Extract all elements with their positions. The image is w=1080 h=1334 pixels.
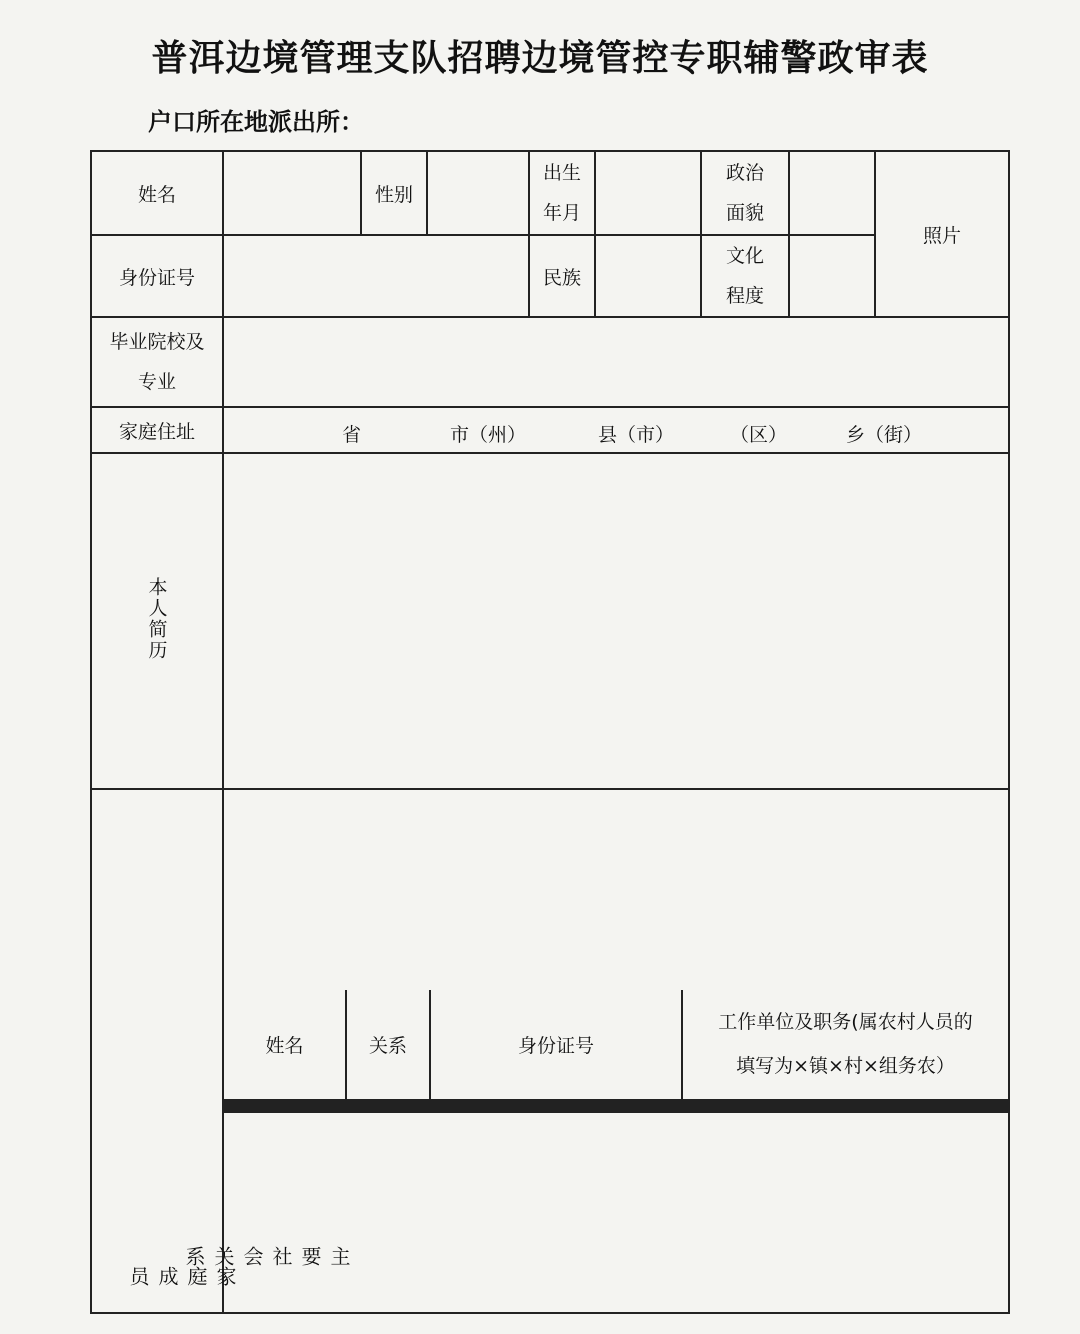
household-police-station <box>148 102 664 137</box>
family-header-relation: 关系 <box>346 990 430 1100</box>
political-value[interactable] <box>789 151 875 235</box>
school-value[interactable] <box>223 317 1009 407</box>
gender-label: 性别 <box>361 151 427 235</box>
address-label: 家庭住址 <box>91 407 223 453</box>
photo-box[interactable]: 照片 <box>875 151 1009 317</box>
ethnicity-label: 民族 <box>529 235 595 317</box>
resume-label-text: 本人简历 <box>145 576 168 661</box>
name-label: 姓名 <box>91 151 223 235</box>
family-header-id: 身份证号 <box>430 990 682 1100</box>
family-header-work <box>682 990 1008 1100</box>
birth-label-line1: 出生 <box>542 162 581 184</box>
school-label-line1: 毕业院校及 <box>109 331 205 353</box>
vetting-form-table <box>90 150 1010 1314</box>
family-table <box>224 990 1008 1113</box>
education-value[interactable] <box>789 235 875 317</box>
address-city: 市（州） <box>450 424 527 446</box>
name-value[interactable] <box>223 151 361 235</box>
address-township: 乡（街） <box>846 424 923 446</box>
education-label-line2: 程度 <box>725 285 764 307</box>
birth-value[interactable] <box>595 151 701 235</box>
family-header-name: 姓名 <box>224 990 346 1100</box>
resume-label <box>91 453 223 789</box>
political-label-line1: 政治 <box>725 162 764 184</box>
family-header-work-line2: 填写为×镇×村×组务农） <box>736 1055 955 1077</box>
political-label-line2: 面貌 <box>725 202 764 224</box>
birth-label <box>529 151 595 235</box>
political-label <box>701 151 789 235</box>
id-label: 身份证号 <box>91 235 223 317</box>
family-cell-work[interactable] <box>682 1112 1008 1113</box>
family-cell-id[interactable] <box>430 1112 682 1113</box>
family-header-work-line1: 工作单位及职务(属农村人员的 <box>718 1011 973 1033</box>
family-cell-relation[interactable] <box>346 1112 430 1113</box>
gender-value[interactable] <box>427 151 529 235</box>
family-cell-name[interactable] <box>224 1112 346 1113</box>
ethnicity-value[interactable] <box>595 235 701 317</box>
address-district: （区） <box>730 424 788 446</box>
school-label-line2: 专业 <box>137 371 176 393</box>
address-county: 县（市） <box>598 424 675 446</box>
education-label-line1: 文化 <box>725 245 764 267</box>
family-table-cell <box>223 789 1009 1313</box>
form-title: 普洱边境管理支队招聘边境管控专职辅警政审表 <box>151 37 929 79</box>
birth-label-line2: 年月 <box>542 202 581 224</box>
household-label: 户口所在地派出所： <box>148 108 364 136</box>
social-label: 主要社会关系 <box>182 1246 351 1268</box>
family-row <box>224 1112 1008 1113</box>
family-label: 家庭成员 <box>126 1266 237 1288</box>
address-province: 省 <box>342 424 362 446</box>
resume-value[interactable] <box>223 453 1009 789</box>
school-label <box>91 317 223 407</box>
address-value[interactable] <box>223 407 1009 453</box>
education-label <box>701 235 789 317</box>
id-value[interactable] <box>223 235 529 317</box>
